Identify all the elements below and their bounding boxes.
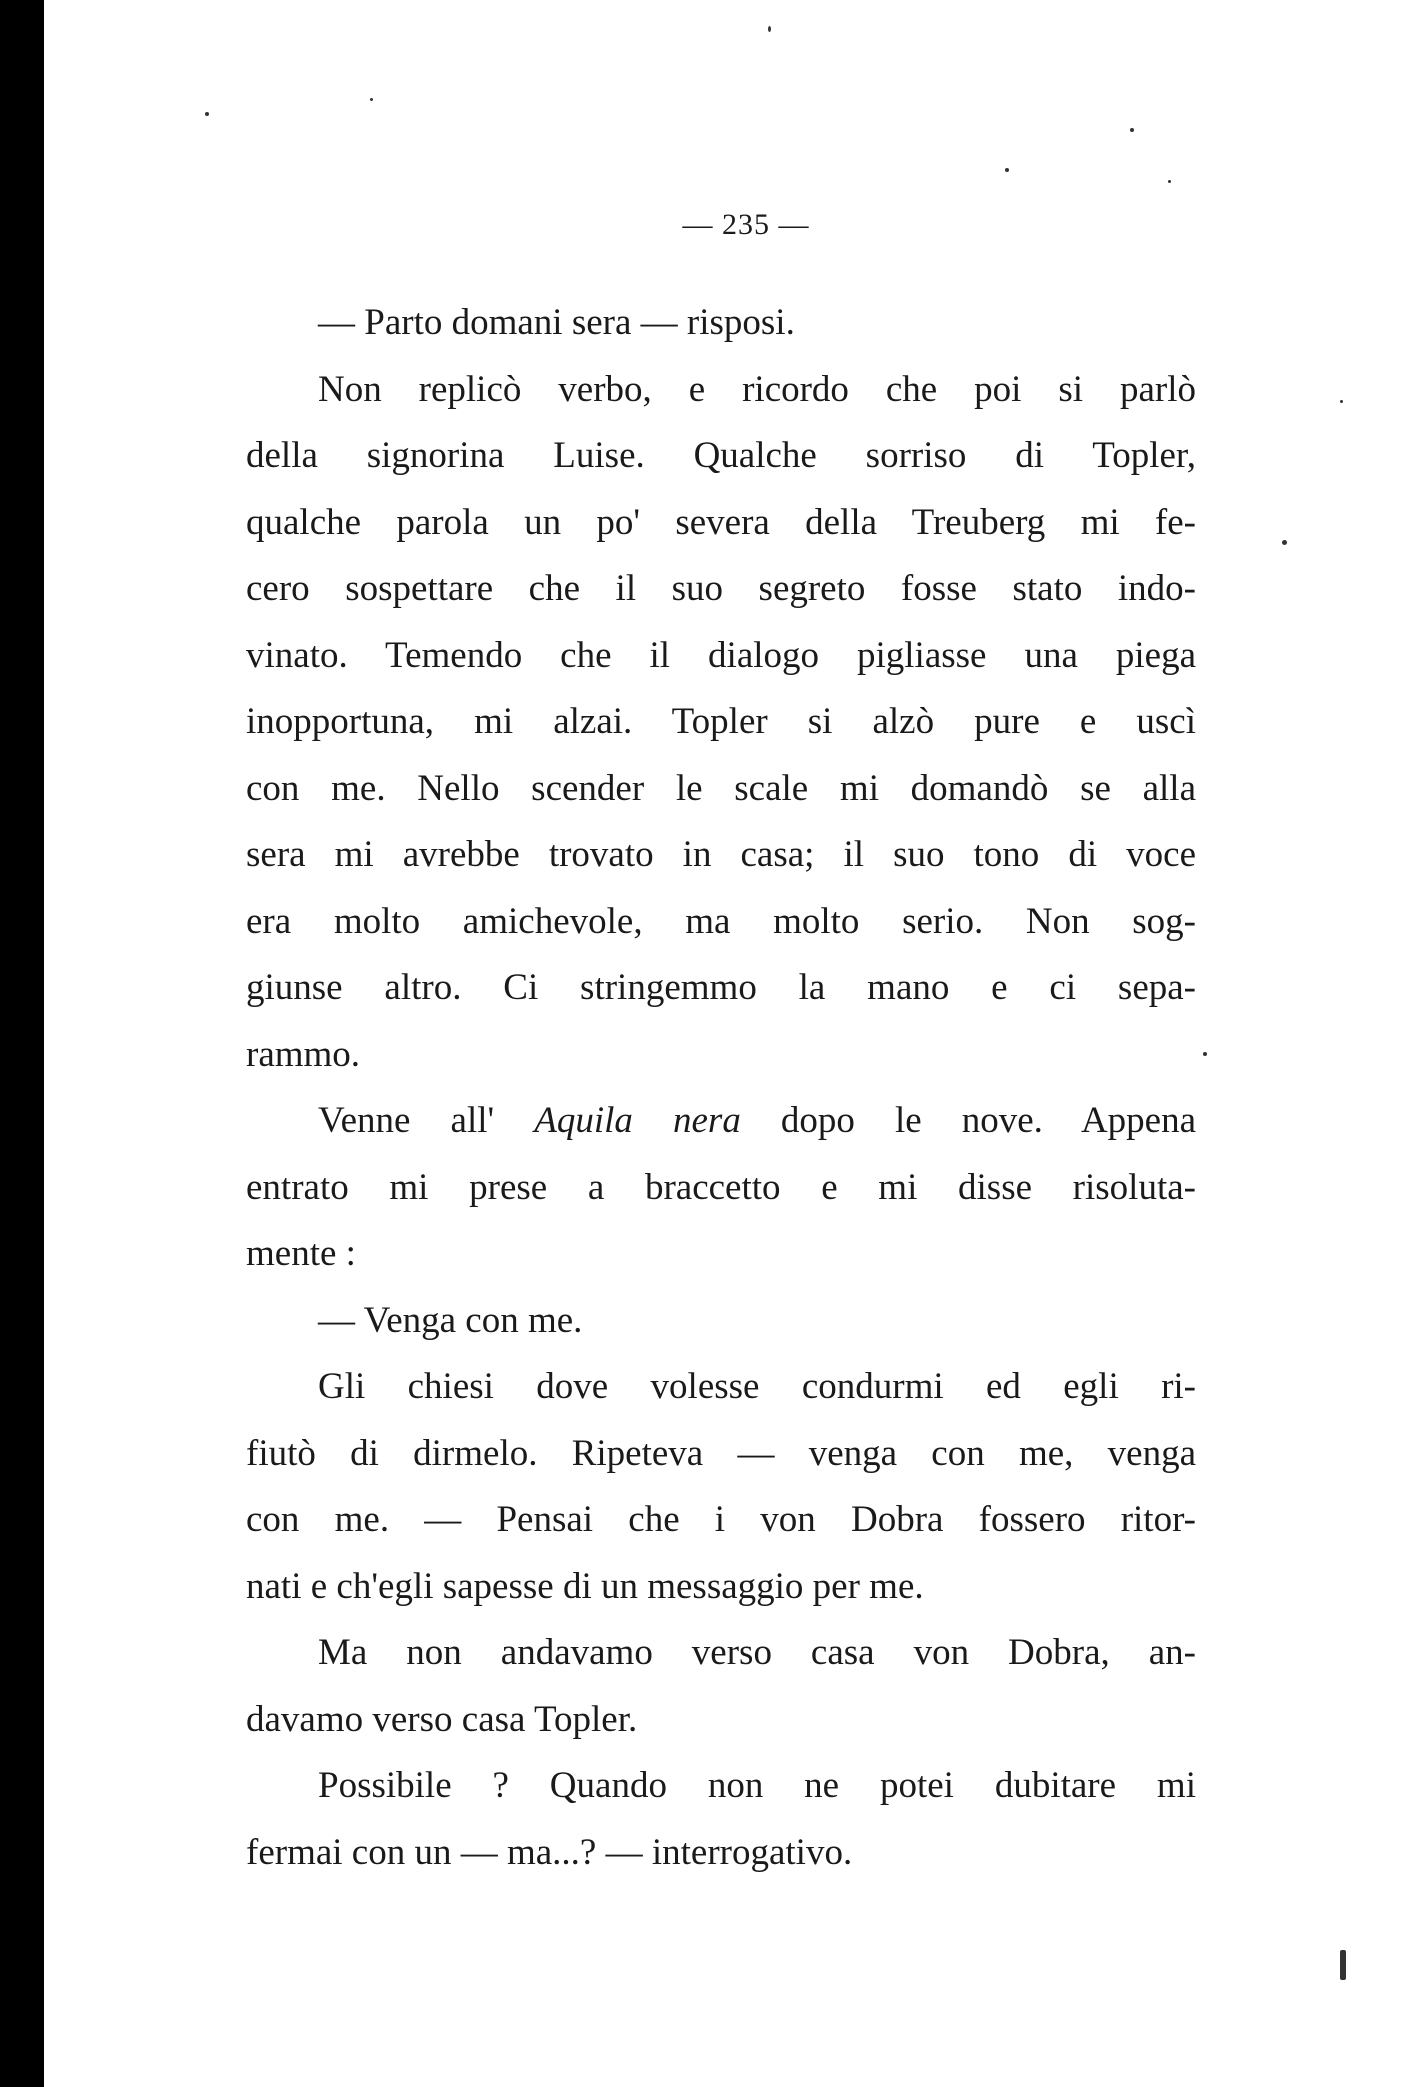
scan-binding-edge <box>0 0 44 2087</box>
scan-speck <box>1005 168 1009 172</box>
scan-speck <box>1340 400 1343 403</box>
text-line: Gli chiesi dove volesse condurmi ed egli ri- <box>318 1366 1196 1407</box>
text-line: con me. Nello scender le scale mi domandò se alla <box>246 767 1196 809</box>
text-line: nati e ch'egli sapesse di un messaggio per me. <box>246 1565 924 1607</box>
text-line: Non replicò verbo, e ricordo che poi si parlò <box>318 368 1196 410</box>
paragraph <box>246 1354 1196 1620</box>
text-line: — Parto domani sera — risposi. <box>318 302 795 343</box>
text-line: era molto amichevole, ma molto serio. Non sog- <box>246 900 1196 942</box>
body-text <box>246 290 1196 1886</box>
paragraph <box>246 1620 1196 1753</box>
text-line: vinato. Temendo che il dialogo pigliasse una piega <box>246 634 1196 676</box>
scan-speck <box>370 98 373 101</box>
text-line: qualche parola un po' severa della Treuberg mi fe- <box>246 501 1196 543</box>
text-line <box>246 1088 1196 1155</box>
text-line: fiutò di dirmelo. Ripeteva — venga con me, venga <box>246 1432 1196 1474</box>
scan-speck <box>1282 540 1287 545</box>
text-line: Possibile ? Quando non ne potei dubitare mi <box>318 1765 1196 1806</box>
text-line: inopportuna, mi alzai. Topler si alzò pure e uscì <box>246 701 1196 742</box>
paragraph <box>246 1288 1196 1355</box>
paragraph <box>246 290 1196 357</box>
text-line: mente : <box>246 1233 356 1274</box>
scan-speck <box>1130 128 1134 132</box>
text-line: giunse altro. Ci stringemmo la mano e ci sepa- <box>246 967 1196 1008</box>
scan-speck <box>1340 1950 1346 1980</box>
text-line: con me. — Pensai che i von Dobra fossero ritor- <box>246 1499 1196 1540</box>
italic-title: Aquila nera <box>534 1100 741 1141</box>
text-line: rammo. <box>246 1033 361 1075</box>
page-number: — 235 — <box>682 208 810 241</box>
text-line: Ma non andavamo verso casa von Dobra, an- <box>318 1632 1196 1673</box>
text-line: fermai con un — ma...? — interrogativo. <box>246 1831 853 1873</box>
paragraph <box>246 357 1196 1089</box>
scan-speck <box>1203 1052 1207 1056</box>
text-line: davamo verso casa Topler. <box>246 1698 638 1740</box>
text-line: entrato mi prese a braccetto e mi disse risoluta- <box>246 1166 1196 1208</box>
scan-speck <box>768 26 771 32</box>
text-line: della signorina Luise. Qualche sorriso di Topler, <box>246 435 1196 476</box>
paragraph <box>246 1753 1196 1886</box>
text-line: cero sospettare che il suo segreto fosse stato indo- <box>246 568 1196 609</box>
text-segment: Venne all' <box>318 1100 535 1141</box>
paragraph <box>246 1088 1196 1288</box>
scan-speck <box>205 112 209 116</box>
text-segment: dopo le nove. Appena <box>740 1100 1197 1141</box>
scan-speck <box>1168 180 1171 183</box>
text-line: — Venga con me. <box>318 1299 583 1341</box>
text-line: sera mi avrebbe trovato in casa; il suo tono di voce <box>246 834 1196 875</box>
